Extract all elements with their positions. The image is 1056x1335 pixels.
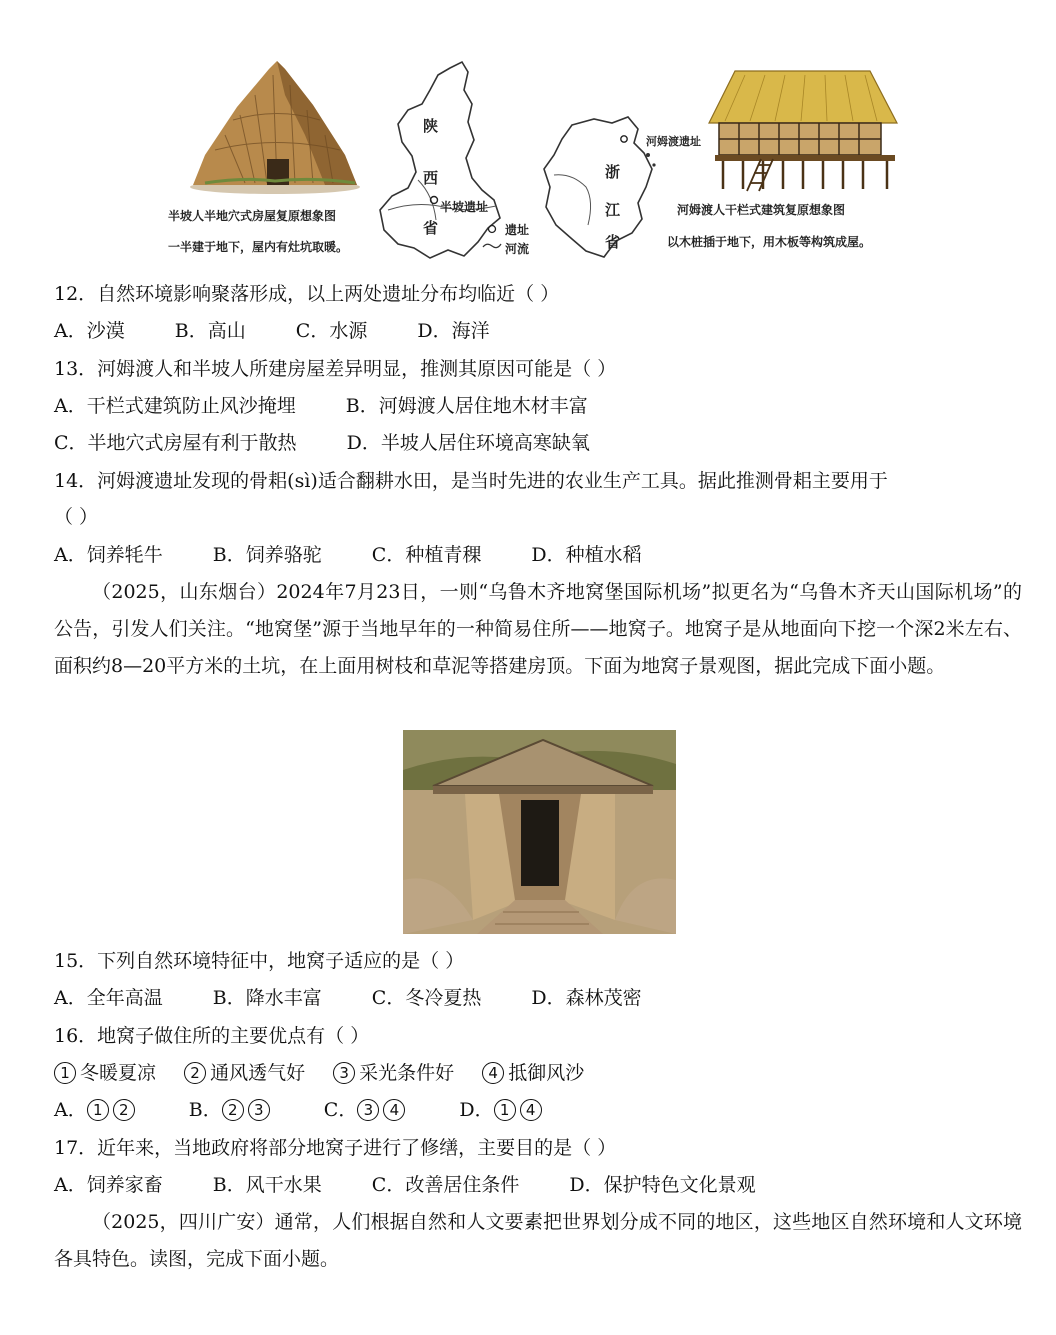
option-letter: D． [459, 1099, 494, 1121]
q12-option-c[interactable]: C．水源 [295, 320, 368, 342]
q14-option-b[interactable]: B．饲养骆驼 [212, 544, 322, 566]
circled-number: 2 [184, 1062, 206, 1084]
circled-number: 3 [333, 1062, 355, 1084]
option-letter: B． [188, 1099, 222, 1121]
q14-option-d[interactable]: D．种植水稻 [531, 544, 642, 566]
q17-option-b[interactable]: B．风干水果 [212, 1174, 322, 1196]
banpo-hut-illustration [185, 55, 365, 195]
zhejiang-char-2: 江 [605, 201, 621, 219]
statement-text: 通风透气好 [210, 1062, 306, 1084]
hemudu-caption-1: 河姆渡人干栏式建筑复原想象图 [677, 203, 846, 217]
q17-option-d[interactable]: D．保护特色文化景观 [569, 1174, 756, 1196]
legend-site-label: 遗址 [505, 223, 530, 237]
passage-world-regions: （2025，四川广安）通常，人们根据自然和人文要素把世界划分成不同的地区，这些地区自然环境和人文环境各具特色。读图，完成下面小题。 [54, 1211, 1022, 1270]
statement-text: 冬暖夏凉 [80, 1062, 157, 1084]
circled-number: 4 [482, 1062, 504, 1084]
q12-stem: 12．自然环境影响聚落形成，以上两处遗址分布均临近（ ） [54, 283, 560, 305]
q14-option-c[interactable]: C．种植青稞 [371, 544, 482, 566]
q13-option-b[interactable]: B．河姆渡人居住地木材丰富 [345, 395, 588, 417]
statement-text: 采光条件好 [359, 1062, 455, 1084]
zhejiang-char-1: 浙 [605, 163, 621, 181]
zhejiang-char-3: 省 [605, 233, 621, 251]
circled-number: 4 [520, 1099, 542, 1121]
circled-number: 3 [357, 1099, 379, 1121]
q13-option-d[interactable]: D．半坡人居住环境高寒缺氧 [346, 432, 590, 454]
q13-option-c[interactable]: C．半地穴式房屋有利于散热 [54, 432, 297, 454]
option-letter: C． [323, 1099, 358, 1121]
q17-stem: 17．近年来，当地政府将部分地窝子进行了修缮，主要目的是（ ） [54, 1137, 617, 1159]
q15-options [54, 986, 686, 1010]
circled-number: 1 [87, 1099, 109, 1121]
q14-stem: 14．河姆渡遗址发现的骨耜(sì)适合翻耕水田，是当时先进的农业生产工具。据此推测骨耜主要用于 [54, 470, 888, 492]
q12-option-a[interactable]: A．沙漠 [54, 320, 125, 342]
hemudu-caption-2: 以木桩插于地下，用木板等构筑成屋。 [667, 235, 872, 249]
q12-options [54, 319, 534, 343]
diwozi-photo [403, 730, 676, 934]
q16-statements [54, 1061, 606, 1085]
circled-number: 2 [222, 1099, 244, 1121]
legend-site-icon [486, 223, 498, 235]
circled-number: 1 [54, 1062, 76, 1084]
legend-river-icon [482, 241, 502, 251]
q12-option-b[interactable]: B．高山 [174, 320, 246, 342]
circled-number: 4 [383, 1099, 405, 1121]
q16-options [54, 1098, 590, 1122]
option-letter: A． [54, 1099, 87, 1121]
q14-options [54, 543, 686, 567]
shaanxi-char-1: 陕 [423, 117, 439, 135]
q17-option-c[interactable]: C．改善居住条件 [371, 1174, 520, 1196]
q16-option-a[interactable] [54, 1098, 139, 1122]
q12-option-d[interactable]: D．海洋 [417, 320, 490, 342]
hemudu-site-label: 河姆渡遗址 [646, 135, 701, 148]
q17-option-a[interactable]: A．饲养家畜 [54, 1174, 163, 1196]
q16-option-c[interactable] [324, 1098, 410, 1122]
shaanxi-char-2: 西 [423, 169, 439, 187]
figure-row [168, 55, 910, 270]
circled-number: 2 [113, 1099, 135, 1121]
q15-option-d[interactable]: D．森林茂密 [531, 987, 642, 1009]
q17-options [54, 1173, 800, 1197]
q16-option-d[interactable] [459, 1098, 545, 1122]
passage-diwozi: （2025，山东烟台）2024年7月23日，一则“乌鲁木齐地窝堡国际机场”拟更名为“乌鲁木齐天山国际机场”的公告，引发人们关注。“地窝堡”源于当地早年的一种简易住所——地窝子。地窝子是从地面向下挖一个深2米左右、面积约8—20平方米的土坑，在上面用树枝和草泥等搭建房顶。下面为地窝子景观图，据此完成下面小题。 [54, 581, 1022, 677]
banpo-caption-2: 一半建于地下，屋内有灶坑取暖。 [168, 240, 349, 254]
q14-stem-cont: （ ） [54, 506, 99, 528]
q16-statement-2 [184, 1061, 305, 1085]
q16-statement-3 [333, 1061, 454, 1085]
q13-options-row1 [54, 394, 632, 418]
banpo-site-label: 半坡遗址 [440, 200, 489, 214]
hemudu-stilt-house-illustration [705, 63, 905, 193]
q13-stem: 13．河姆渡人和半坡人所建房屋差异明显，推测其原因可能是（ ） [54, 358, 617, 380]
q14-option-a[interactable]: A．饲养牦牛 [54, 544, 163, 566]
circled-number: 1 [494, 1099, 516, 1121]
circled-number: 3 [248, 1099, 270, 1121]
statement-text: 抵御风沙 [508, 1062, 585, 1084]
q15-stem: 15．下列自然环境特征中，地窝子适应的是（ ） [54, 950, 465, 972]
shaanxi-char-3: 省 [423, 219, 439, 237]
q13-option-a[interactable]: A．干栏式建筑防止风沙掩埋 [54, 395, 296, 417]
q16-statement-1 [54, 1061, 156, 1085]
legend-river-label: 河流 [505, 242, 530, 256]
q15-option-b[interactable]: B．降水丰富 [212, 987, 322, 1009]
q16-stem: 16．地窝子做住所的主要优点有（ ） [54, 1025, 370, 1047]
q15-option-a[interactable]: A．全年高温 [54, 987, 163, 1009]
banpo-caption-1: 半坡人半地穴式房屋复原想象图 [168, 209, 337, 223]
q15-option-c[interactable]: C．冬冷夏热 [371, 987, 482, 1009]
q13-options-row2 [54, 431, 634, 455]
zhejiang-map [542, 115, 662, 265]
q16-option-b[interactable] [189, 1098, 274, 1122]
q16-statement-4 [482, 1061, 584, 1085]
